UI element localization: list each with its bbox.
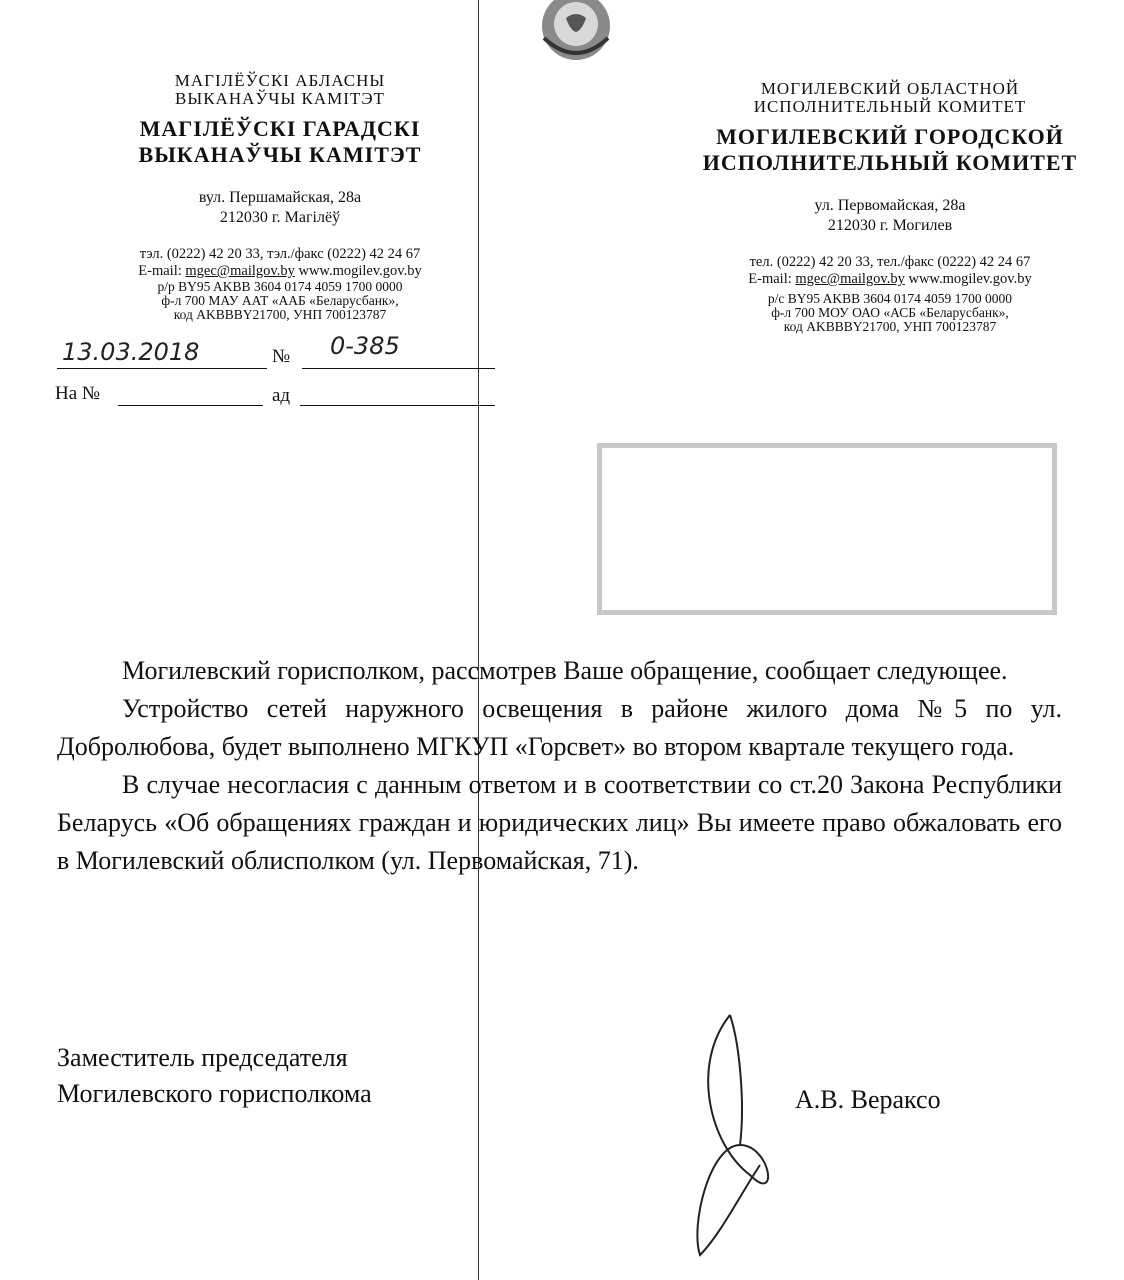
redacted-recipient-box <box>597 443 1057 615</box>
state-emblem-icon <box>538 0 614 68</box>
right-header <box>670 80 1110 334</box>
ref-from-line <box>300 405 495 406</box>
email-label: E-mail: <box>138 263 182 279</box>
handwritten-signature <box>670 1005 800 1275</box>
address-street: ул. Первомайская, 28а <box>814 197 966 214</box>
email-line <box>90 263 470 280</box>
bank-account: р/с BY95 AKBB 3604 0174 4059 1700 0000 <box>767 291 1013 306</box>
fold-line <box>478 0 479 1280</box>
city-committee-line2: ИСПОЛНИТЕЛЬНЫЙ КОМИТЕТ <box>702 150 1078 175</box>
oblast-name-line2: ВЫКАНАЎЧЫ КАМІТЭТ <box>175 89 385 108</box>
date-line <box>57 368 267 369</box>
ref-number-label: На № <box>55 383 101 404</box>
oblast-name-line1: МАГІЛЁЎСКІ АБЛАСНЫ <box>174 71 386 90</box>
body-paragraph: В случае несогласия с данным ответом и в соответствии со ст.20 Закона Республики Беларусь «Об обращениях граждан и юридических лиц» Вы имеете право обжаловать его в Могилевский облисполком (ул. Первомайская, 71). <box>57 770 1062 875</box>
handwritten-date: 13.03.2018 <box>62 338 200 366</box>
email-line <box>670 271 1110 288</box>
address-street: вул. Першамайская, 28а <box>198 189 362 206</box>
address-city: 212030 г. Могилев <box>827 217 953 234</box>
bank-account: р/р BY95 AKBB 3604 0174 4059 1700 0000 <box>157 279 403 294</box>
oblast-name-line2: ИСПОЛНИТЕЛЬНЫЙ КОМИТЕТ <box>753 97 1027 116</box>
letter-body <box>57 652 1062 880</box>
body-paragraph: Устройство сетей наружного освещения в районе жилого дома №5 по ул. Добролюбова, будет выполнено МГКУП «Горсвет» во втором квартале текущего года. <box>57 694 1062 761</box>
ref-number-line <box>118 405 263 406</box>
website: www.mogilev.gov.by <box>298 263 422 279</box>
number-label: № <box>272 346 291 367</box>
signatory-name: А.В. Вераксо <box>795 1085 941 1114</box>
address-city: 212030 г. Магілёў <box>219 209 341 226</box>
left-header <box>90 72 470 322</box>
position-line1: Заместитель председателя <box>57 1043 348 1072</box>
city-committee-line2: ВЫКАНАЎЧЫ КАМІТЭТ <box>138 142 422 167</box>
position-line2: Могилевского горисполкома <box>57 1079 372 1108</box>
phone: тэл. (0222) 42 20 33, тэл./факс (0222) 42 24 67 <box>139 246 421 262</box>
website: www.mogilev.gov.by <box>908 271 1032 287</box>
number-line <box>302 368 495 369</box>
bank-code: код AKBBBY21700, УНП 700123787 <box>783 319 997 334</box>
oblast-name-line1: МОГИЛЕВСКИЙ ОБЛАСТНОЙ <box>760 79 1020 98</box>
handwritten-number: 0-385 <box>330 332 400 360</box>
email-link[interactable]: mgec@mailgov.by <box>185 263 295 279</box>
email-link[interactable]: mgec@mailgov.by <box>795 271 905 287</box>
bank-code: код AKBBBY21700, УНП 700123787 <box>173 307 387 322</box>
body-paragraph: Могилевский горисполком, рассмотрев Ваше обращение, сообщает следующее. <box>122 656 1008 685</box>
city-committee-line1: МОГИЛЕВСКИЙ ГОРОДСКОЙ <box>716 124 1064 149</box>
email-label: E-mail: <box>748 271 792 287</box>
city-committee-line1: МАГІЛЁЎСКІ ГАРАДСКІ <box>139 116 421 141</box>
phone: тел. (0222) 42 20 33, тел./факс (0222) 42 24 67 <box>749 254 1031 270</box>
signatory-position <box>57 1040 372 1112</box>
bank-branch: ф-л 700 МОУ ОАО «АСБ «Беларусбанк», <box>771 305 1009 320</box>
bank-branch: ф-л 700 МАУ ААТ «ААБ «Беларусбанк», <box>161 293 399 308</box>
ref-from-label: ад <box>272 385 291 406</box>
